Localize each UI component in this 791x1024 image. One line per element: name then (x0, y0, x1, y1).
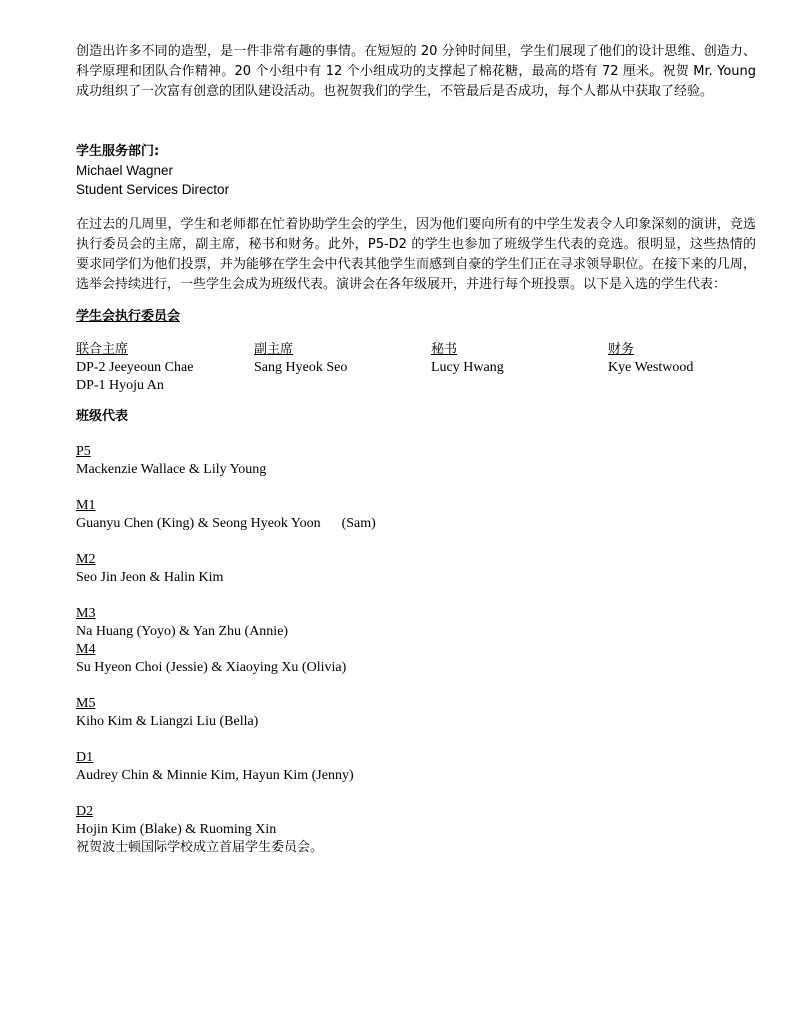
class-rep-group (76, 695, 756, 731)
director-name: Michael Wagner (76, 163, 174, 178)
grade-label: M3 (76, 606, 96, 621)
role-member: Sang Hyeok Seo (254, 360, 348, 375)
grade-label: M1 (76, 498, 96, 513)
closing-line: 祝贺波士顿国际学校成立首届学生委员会。 (76, 840, 324, 855)
grade-label: D2 (76, 804, 94, 819)
class-rep-group (76, 443, 756, 479)
class-rep-group (76, 749, 756, 785)
director-title: Student Services Director (76, 182, 230, 197)
student-services-heading: 学生服务部门: (76, 144, 160, 159)
rep-names: Audrey Chin & Minnie Kim, Hayun Kim (Jenny) (76, 768, 354, 783)
role-label: 联合主席 (76, 342, 129, 357)
rep-names: Guanyu Chen (King) & Seong Hyeok Yoon (Sam) (76, 516, 376, 531)
grade-label: P5 (76, 444, 91, 459)
grade-label: D1 (76, 750, 94, 765)
grade-label: M4 (76, 642, 96, 657)
class-reps-title: 班级代表 (76, 409, 129, 424)
rep-names: Mackenzie Wallace & Lily Young (76, 462, 267, 477)
rep-names: Kiho Kim & Liangzi Liu (Bella) (76, 714, 259, 729)
rep-names: Seo Jin Jeon & Halin Kim (76, 570, 224, 585)
rep-names: Hojin Kim (Blake) & Ruoming Xin (76, 822, 277, 837)
exec-role-secretary (431, 341, 608, 395)
role-label: 副主席 (254, 342, 294, 357)
document-page (76, 42, 756, 857)
role-member: DP-1 Hyoju An (76, 378, 164, 393)
grade-label: M5 (76, 696, 96, 711)
class-rep-group (76, 803, 756, 839)
rep-names: Su Hyeon Choi (Jessie) & Xiaoying Xu (Olivia) (76, 660, 347, 675)
role-label: 财务 (608, 342, 635, 357)
class-rep-group (76, 641, 756, 677)
class-rep-group (76, 551, 756, 587)
intro-paragraph: 创造出许多不同的造型，是一件非常有趣的事情。在短短的 20 分钟时间里，学生们展现了他们的设计思维、创造力、科学原理和团队合作精神。20 个小组中有 12 个小组成功的支撑起了棉花糖，最高的塔有 72 厘米。祝贺 Mr. Young 成功组织了一次富有创意的团队建设活动。也祝贺我们的学生，不管最后是否成功，每个人都从中获取了经验。 (76, 44, 756, 99)
class-rep-group (76, 605, 756, 641)
role-label: 秘书 (431, 342, 458, 357)
exec-role-vice-chair (254, 341, 431, 395)
role-member: Lucy Hwang (431, 360, 504, 375)
class-rep-group (76, 497, 756, 533)
rep-names: Na Huang (Yoyo) & Yan Zhu (Annie) (76, 624, 289, 639)
grade-label: M2 (76, 552, 96, 567)
role-member: DP-2 Jeeyeoun Chae (76, 360, 194, 375)
executive-committee-title: 学生会执行委员会 (76, 309, 181, 324)
exec-role-treasurer (608, 341, 748, 395)
election-paragraph: 在过去的几周里，学生和老师都在忙着协助学生会的学生，因为他们要向所有的中学生发表令人印象深刻的演讲，竞选执行委员会的主席，副主席，秘书和财务。此外，P5-D2 的学生也参加了班级学生代表的竞选。很明显，这些热情的要求同学们为他们投票，并为能够在学生会中代表其他学生而感到自豪的学生们正在寻求领导职位。在接下来的几周，选举会持续进行，一些学生会成为班级代表。演讲会在各年级展开，并进行每个班投票。以下是入选的学生代表： (76, 217, 756, 292)
executive-roles-table (76, 341, 756, 395)
role-member: Kye Westwood (608, 360, 694, 375)
exec-role-co-chair (76, 341, 254, 395)
